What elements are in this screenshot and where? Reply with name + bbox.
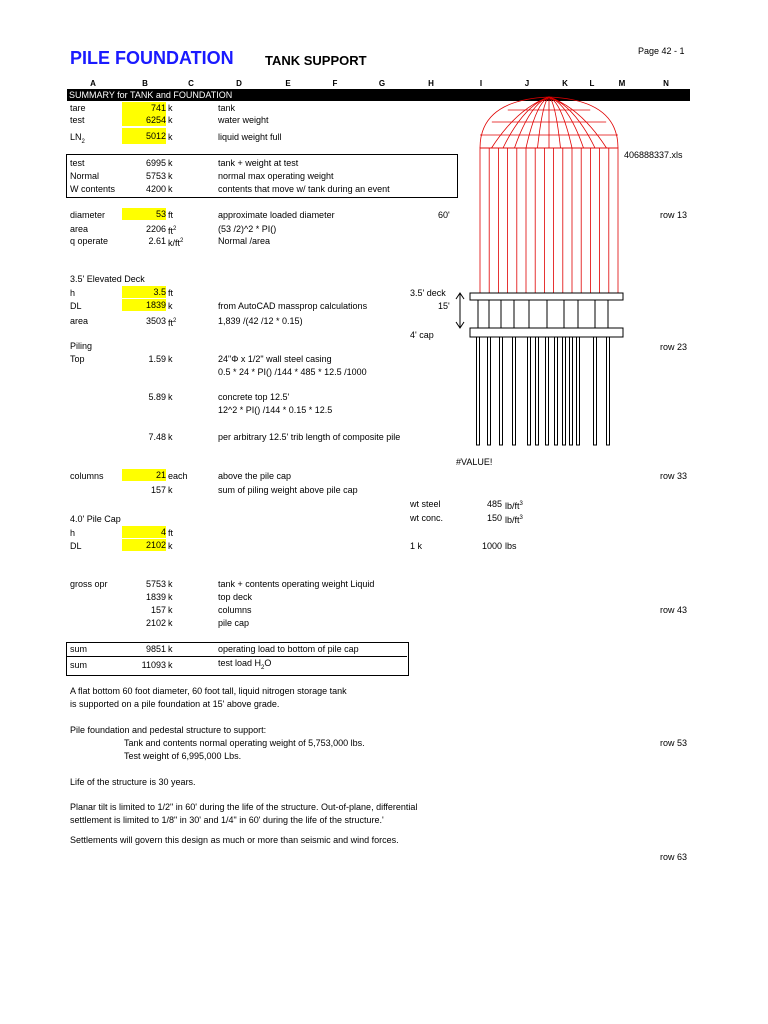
dimension-arrow-up xyxy=(456,293,464,299)
sum-operating-value[interactable]: 9851 xyxy=(145,644,166,654)
column-header-c[interactable]: C xyxy=(188,79,194,88)
tank-dome-meridian xyxy=(549,97,595,148)
tare-unit: k xyxy=(168,103,173,113)
gross-deck-desc: top deck xyxy=(218,592,253,602)
tank-dome-meridian xyxy=(549,97,561,148)
piling-top1-desc1: 24"Φ x 1/2" wall steel casing xyxy=(218,354,332,364)
diameter-unit: ft xyxy=(168,210,174,220)
gross-deck-unit: k xyxy=(168,592,173,602)
columns-unit: each xyxy=(168,471,188,481)
wt-conc-label: wt conc. xyxy=(410,513,444,523)
k-unit: lbs xyxy=(505,541,517,551)
column-header-e[interactable]: E xyxy=(285,79,291,88)
cap-dl-value-cell[interactable]: 2102 xyxy=(122,539,166,551)
column-header-b[interactable]: B xyxy=(142,79,148,88)
piling-top1-unit: k xyxy=(168,354,173,364)
cap-h-unit: ft xyxy=(168,528,174,538)
sum-test-value[interactable]: 11093 xyxy=(141,660,166,670)
deck-dl-desc: from AutoCAD massprop calculations xyxy=(218,301,368,311)
summary-bar xyxy=(67,89,690,101)
tank-dome-meridian xyxy=(549,97,584,148)
note-paragraph-4: Planar tilt is limited to 1/2" in 60' during the life of the structure. Out-of-plane, differential settlement is limited to 1/8" in 30' and 1/4" in 60' during the life of the structure.' xyxy=(70,802,418,825)
tank-dome-meridian xyxy=(492,97,550,148)
diameter-label: diameter xyxy=(70,210,106,220)
pile-lower xyxy=(563,337,566,445)
columns-label: columns xyxy=(70,471,104,481)
cap-h-label: h xyxy=(70,528,76,538)
ln2-value-cell[interactable]: 5012 xyxy=(122,128,166,144)
pile-lower xyxy=(555,337,558,445)
tank-dome xyxy=(480,97,618,148)
deck-h-label: h xyxy=(70,288,76,298)
test2-desc: tank + weight at test xyxy=(218,158,299,168)
row-marker-13: row 13 xyxy=(660,210,688,220)
cap-dl-unit: k xyxy=(168,541,173,551)
column-header-f[interactable]: F xyxy=(332,79,338,88)
summary-bar-text: SUMMARY for TANK and FOUNDATION xyxy=(69,90,233,100)
pile-lower xyxy=(477,337,480,445)
note-paragraph-1: A flat bottom 60 foot diameter, 60 foot tall, liquid nitrogen storage tank is supported on a pile foundation at 15' above grade. xyxy=(70,686,347,709)
wt-steel-value[interactable]: 485 xyxy=(486,499,502,509)
row-marker-43: row 43 xyxy=(660,605,688,615)
deck-area-desc: 1,839 /(42 /12 * 0.15) xyxy=(218,316,303,326)
deck-section-title: 3.5' Elevated Deck xyxy=(70,274,145,284)
columns-desc: above the pile cap xyxy=(218,471,292,481)
columns-sum-value[interactable]: 157 xyxy=(150,485,166,495)
tank-outline xyxy=(480,97,618,293)
piling-top2-desc1: concrete top 12.5' xyxy=(218,392,290,402)
wcontents-value[interactable]: 4200 xyxy=(145,184,166,194)
page-number: Page 42 - 1 xyxy=(638,46,685,56)
qoperate-unit: $k/ft^2$ xyxy=(168,238,184,248)
piling-title: Piling xyxy=(70,341,93,351)
sum-test-unit: k xyxy=(168,660,173,670)
deck-dl-unit: k xyxy=(168,301,173,311)
sum-operating-unit: k xyxy=(168,644,173,654)
area-unit: $ft^2$ xyxy=(168,226,177,236)
pile-lower xyxy=(570,337,573,445)
page-title: PILE FOUNDATION xyxy=(70,48,234,68)
diameter-extra: 60' xyxy=(438,210,450,220)
cap-label: 4' cap xyxy=(410,330,434,340)
deck-area-unit: $ft^2$ xyxy=(168,318,177,328)
row-marker-63: row 63 xyxy=(660,852,688,862)
pile-lower xyxy=(500,337,503,445)
sum-test-label: sum xyxy=(70,660,88,670)
row-marker-33: row 33 xyxy=(660,471,688,481)
k-label: 1 k xyxy=(410,541,423,551)
column-header-l[interactable]: L xyxy=(589,79,595,88)
dimension-arrow-down xyxy=(456,322,464,328)
test2-label: test xyxy=(70,158,85,168)
file-name: 406888337.xls xyxy=(624,150,683,160)
test-desc: water weight xyxy=(218,115,269,125)
normal-label: Normal xyxy=(70,171,100,181)
tank-dome-meridian xyxy=(538,97,550,148)
area-value[interactable]: 2206 xyxy=(145,224,166,234)
cap-section-title: 4.0' Pile Cap xyxy=(70,514,121,524)
wt-steel-unit: $lb/ft^3$ xyxy=(505,501,523,511)
test-unit: k xyxy=(168,115,173,125)
ln2-unit: k xyxy=(168,132,173,142)
note-paragraph-5: Settlements will govern this design as much or more than seismic and wind forces. xyxy=(70,835,399,845)
test2-value[interactable]: 6995 xyxy=(145,158,166,168)
deck-dl-value-cell[interactable]: 1839 xyxy=(122,299,166,311)
tank-shell xyxy=(480,148,618,293)
piling-top1-value[interactable]: 1.59 xyxy=(148,354,166,364)
qoperate-label: q operate xyxy=(70,236,109,246)
value-error-cell[interactable]: #VALUE! xyxy=(456,457,493,467)
tare-desc: tank xyxy=(218,103,236,113)
pile-lower xyxy=(528,337,531,445)
elevated-deck xyxy=(470,293,623,300)
gross-deck-value[interactable]: 1839 xyxy=(145,592,166,602)
pile-lower xyxy=(513,337,516,445)
deck-label: 3.5' deck xyxy=(410,288,446,298)
column-header-j[interactable]: J xyxy=(524,79,530,88)
normal-unit: k xyxy=(168,171,173,181)
column-header-a[interactable]: A xyxy=(90,79,96,88)
gross-cap-desc: pile cap xyxy=(218,618,250,628)
deck-h-unit: ft xyxy=(168,288,174,298)
gross-cap-unit: k xyxy=(168,618,173,628)
column-header-g[interactable]: G xyxy=(378,79,386,88)
gross-cap-value[interactable]: 2102 xyxy=(145,618,166,628)
normal-value[interactable]: 5753 xyxy=(145,171,166,181)
tank-dome-meridian xyxy=(549,97,607,148)
note-paragraph-2-indented: Tank and contents normal operating weight of 5,753,000 lbs. Test weight of 6,995,000 Lbs. xyxy=(124,738,365,761)
sum-operating-label: sum xyxy=(70,644,88,654)
cap-dl-label: DL xyxy=(70,541,82,551)
tank-dome-meridian xyxy=(526,97,549,148)
deck-h-value-cell[interactable]: 3.5 xyxy=(122,286,166,298)
qoperate-desc: Normal /area xyxy=(218,236,271,246)
page-subtitle: TANK SUPPORT xyxy=(265,53,367,68)
column-header-k[interactable]: K xyxy=(562,79,568,88)
note-paragraph-2: Pile foundation and pedestal structure to support: xyxy=(70,725,267,735)
wt-steel-label: wt steel xyxy=(410,499,441,509)
columns-sum-desc: sum of piling weight above pile cap xyxy=(218,485,358,495)
columns-value-cell[interactable]: 21 xyxy=(122,469,166,481)
piling-top3-unit: k xyxy=(168,432,173,442)
k-value[interactable]: 1000 xyxy=(481,541,502,551)
tare-value-cell[interactable]: 741 xyxy=(122,102,166,114)
gross-value[interactable]: 5753 xyxy=(145,579,166,589)
deck-area-label: area xyxy=(70,316,89,326)
piling-top3-value[interactable]: 7.48 xyxy=(148,432,166,442)
ln2-desc: liquid weight full xyxy=(218,132,282,142)
gross-label: gross opr xyxy=(70,579,108,589)
deck-area-value[interactable]: 3503 xyxy=(145,316,166,326)
sum-operating-desc: operating load to bottom of pile cap xyxy=(218,644,359,654)
test-label: test xyxy=(70,115,85,125)
height-label: 15' xyxy=(438,301,450,311)
wt-conc-value[interactable]: 150 xyxy=(486,513,502,523)
qoperate-value[interactable]: 2.61 xyxy=(148,236,166,246)
tank-dome-meridian xyxy=(515,97,550,148)
wcontents-unit: k xyxy=(168,184,173,194)
diameter-value-cell[interactable]: 53 xyxy=(122,208,166,220)
test2-unit: k xyxy=(168,158,173,168)
foundation-structure xyxy=(456,293,623,445)
pile-cap xyxy=(470,328,623,337)
gross-columns-desc: columns xyxy=(218,605,252,615)
piling-top2-desc2: 12^2 * PI() /144 * 0.15 * 12.5 xyxy=(218,405,333,415)
normal-desc: normal max operating weight xyxy=(218,171,334,181)
row-marker-23: row 23 xyxy=(660,342,688,352)
column-header-n[interactable]: N xyxy=(663,79,669,88)
gross-unit: k xyxy=(168,579,173,589)
deck-dl-label: DL xyxy=(70,301,82,311)
pile-lower xyxy=(546,337,549,445)
wt-conc-unit: $lb/ft^3$ xyxy=(505,515,523,525)
tank-dome-meridian xyxy=(549,97,572,148)
column-header-h[interactable]: H xyxy=(428,79,434,88)
gross-columns-value[interactable]: 157 xyxy=(150,605,166,615)
piling-top1-desc2: 0.5 * 24 * PI() /144 * 485 * 12.5 /1000 xyxy=(218,367,367,377)
wcontents-desc: contents that move w/ tank during an event xyxy=(218,184,390,194)
sum-test-desc: test load $H_2O$ xyxy=(218,658,272,671)
gross-desc: tank + contents operating weight Liquid xyxy=(218,579,375,589)
diameter-desc: approximate loaded diameter xyxy=(218,210,335,220)
columns-sum-unit: k xyxy=(168,485,173,495)
note-paragraph-3: Life of the structure is 30 years. xyxy=(70,777,196,787)
piling-top2-value[interactable]: 5.89 xyxy=(148,392,166,402)
test-value-cell[interactable]: 6254 xyxy=(122,114,166,126)
pile-lower xyxy=(577,337,580,445)
tare-label: tare xyxy=(70,103,86,113)
area-label: area xyxy=(70,224,89,234)
column-header-m[interactable]: M xyxy=(618,79,626,88)
pile-lower xyxy=(536,337,539,445)
column-header-d[interactable]: D xyxy=(236,79,242,88)
area-desc: (53 /2)^2 * PI() xyxy=(218,224,277,234)
wcontents-label: W contents xyxy=(70,184,116,194)
column-header-i[interactable]: I xyxy=(479,79,483,88)
tank-dome-meridian xyxy=(503,97,549,148)
ln2-label: $LN_2$ xyxy=(70,132,85,145)
pile-lower xyxy=(607,337,610,445)
piling-top2-unit: k xyxy=(168,392,173,402)
pile-lower xyxy=(594,337,597,445)
cap-h-value-cell[interactable]: 4 xyxy=(122,526,166,538)
piling-top3-desc: per arbitrary 12.5' trib length of composite pile xyxy=(218,432,401,442)
pile-lower xyxy=(488,337,491,445)
piling-top-label: Top xyxy=(70,354,85,364)
row-marker-53: row 53 xyxy=(660,738,688,748)
gross-columns-unit: k xyxy=(168,605,173,615)
